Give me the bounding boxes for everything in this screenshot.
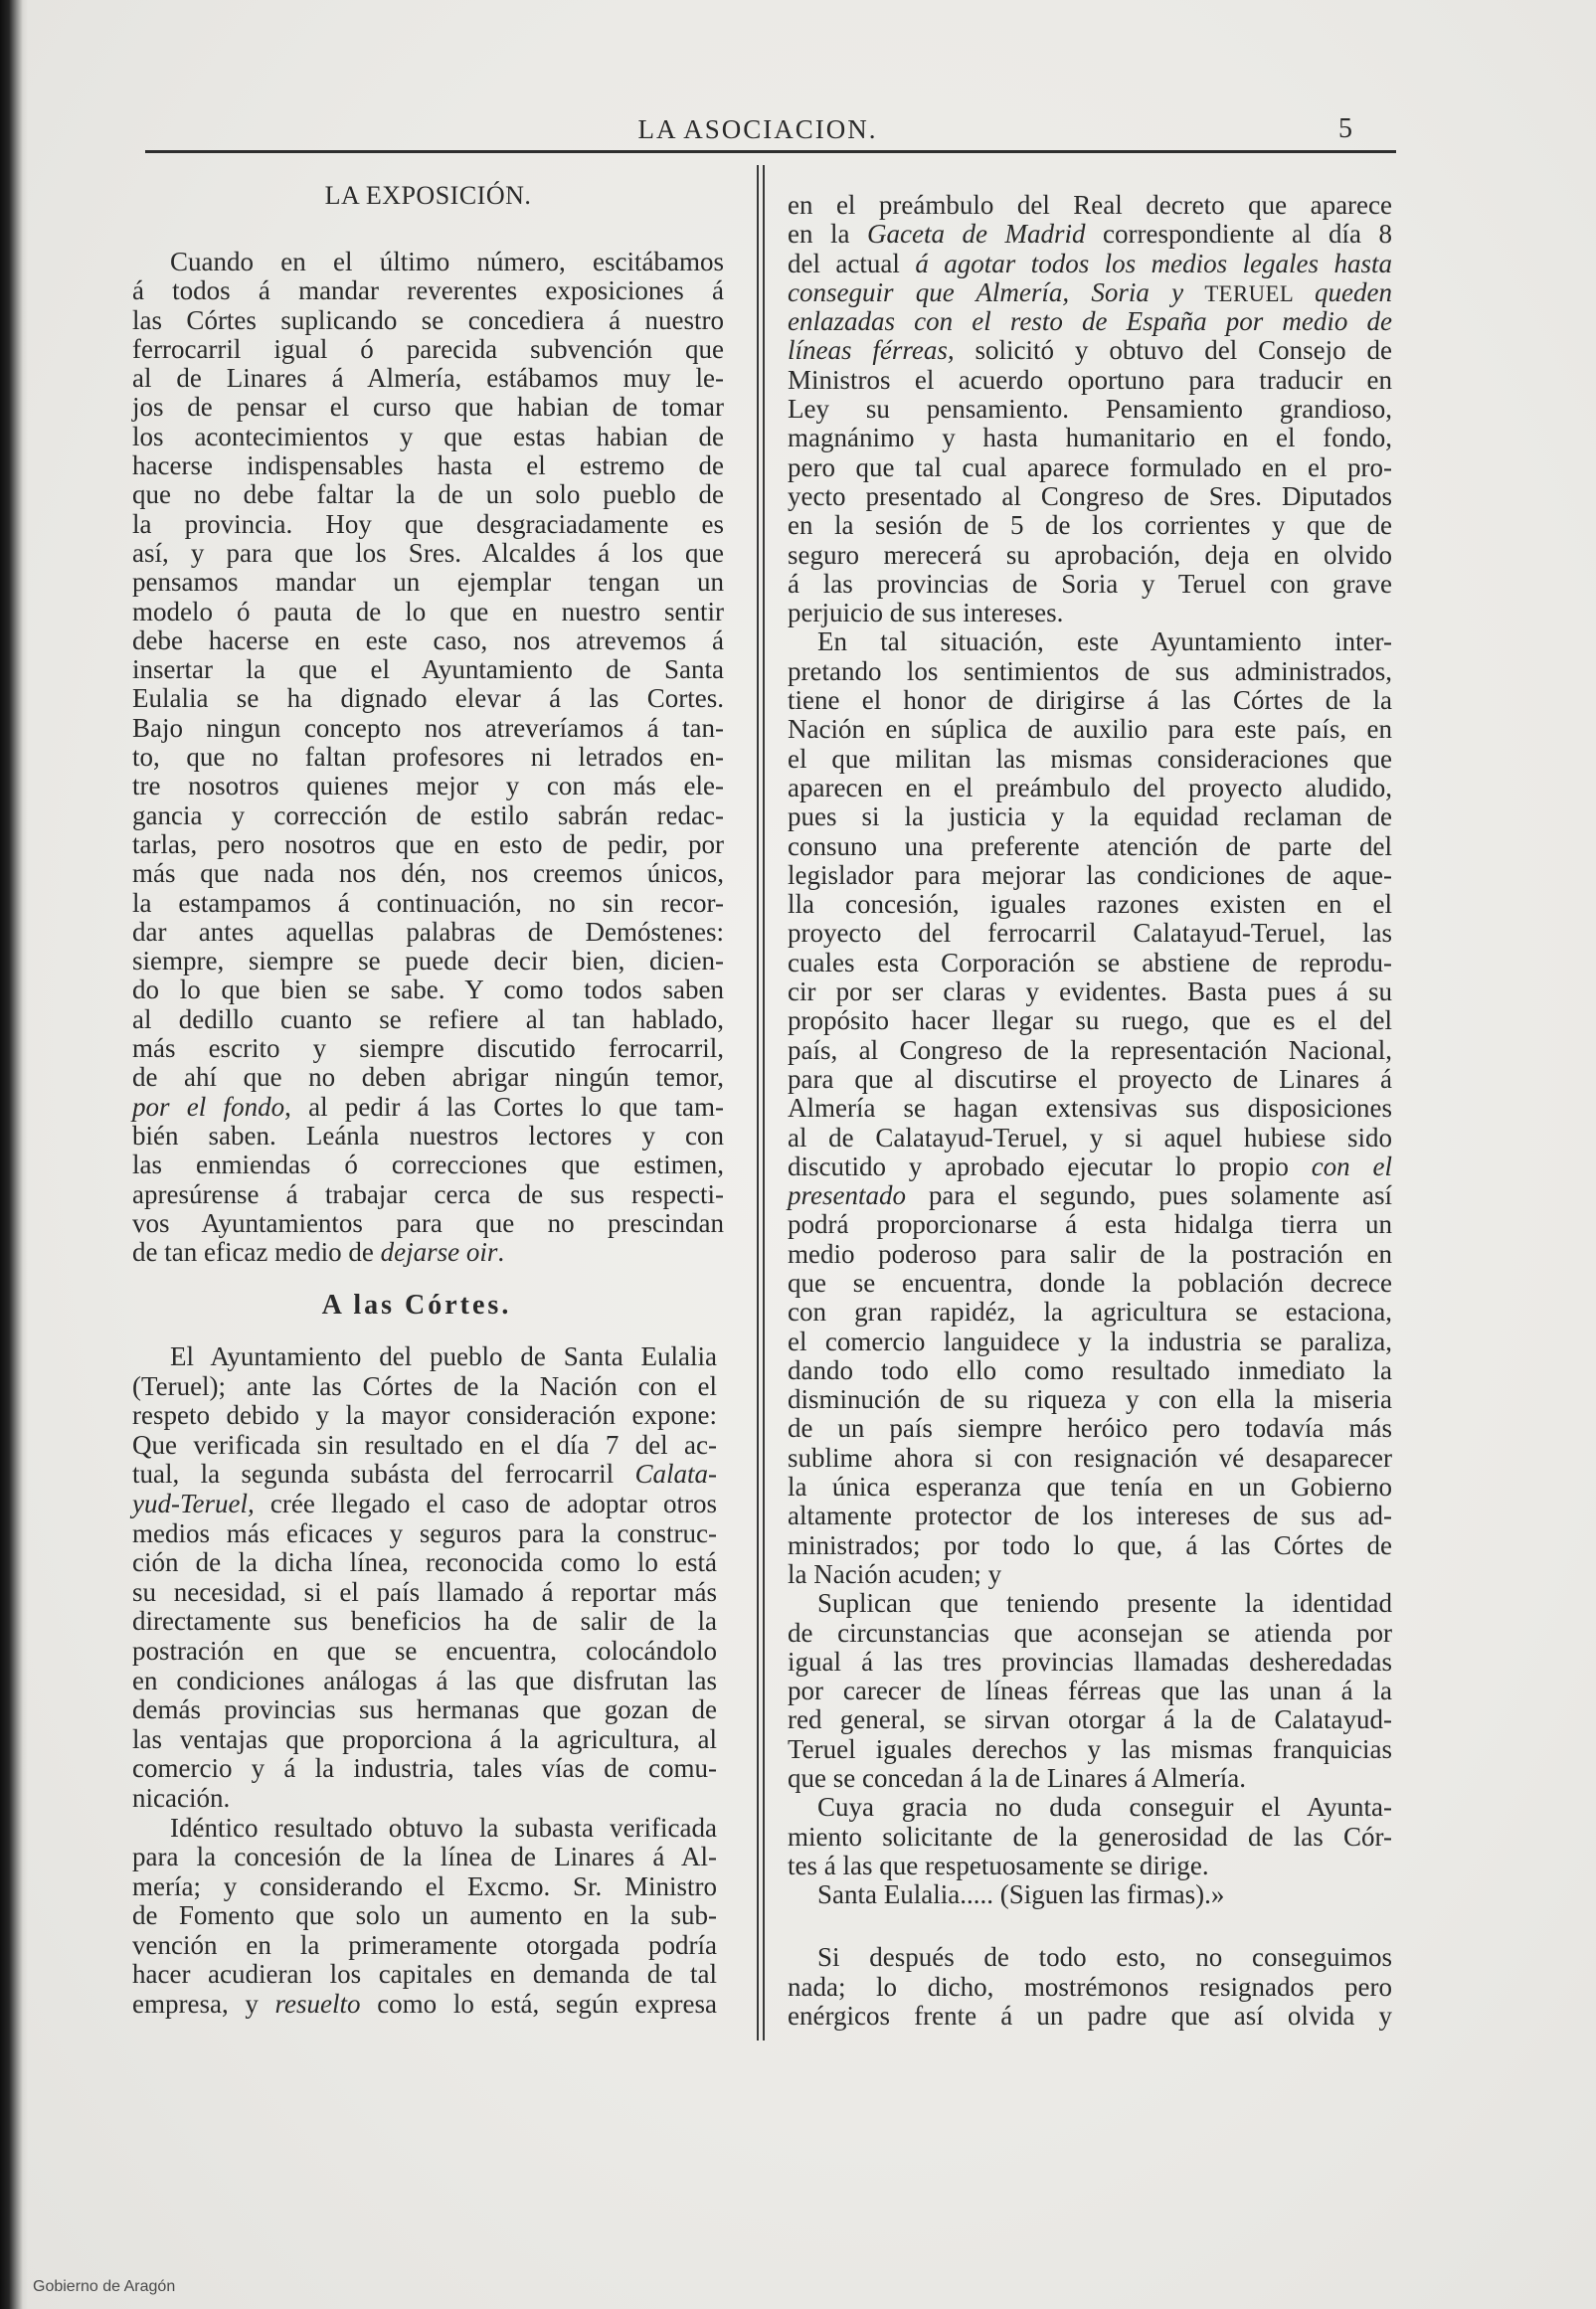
text-line <box>132 1490 717 1519</box>
archive-watermark: Gobierno de Aragón <box>33 2278 176 2295</box>
text-line: dando todo ello como resultado inmediato la <box>788 1354 1392 1385</box>
closing-paragraph <box>788 1943 1392 2032</box>
italic-text: yud-Teruel, <box>132 1488 255 1518</box>
text-line: las enmiendas ó correcciones que estimen, <box>132 1150 724 1180</box>
text-line <box>788 307 1392 336</box>
text-line: las ventajas que proporciona á la agricultura, al <box>132 1723 717 1754</box>
text-line: disminución de su riqueza y con ella la miseria <box>788 1384 1392 1415</box>
text-line: tes á las que respetuosamente se dirige. <box>788 1850 1209 1880</box>
text-line: el comercio languidece y la industria se paraliza, <box>788 1326 1392 1356</box>
text-line: comercio y á la industria, tales vías de comu- <box>132 1753 717 1784</box>
text-line: Cuya gracia no duda conseguir el Ayunta- <box>817 1792 1392 1823</box>
text-line: por carecer de líneas férreas que las unan á la <box>788 1676 1392 1706</box>
text-line: que no debe faltar la de un solo pueblo de <box>132 479 724 510</box>
text-line: perjuicio de sus intereses. <box>788 598 1064 628</box>
text-line: cir por ser claras y evidentes. Basta pues á su <box>788 977 1392 1007</box>
text-line: debe hacerse en este caso, nos atrevemos á <box>132 624 724 655</box>
text-line: do lo que bien se sabe. Y como todos saben <box>132 975 724 1005</box>
roman-text: crée llegado el caso de adoptar otros <box>254 1488 717 1518</box>
header-rule <box>145 150 1396 153</box>
petition-heading: A las Córtes. <box>321 1290 512 1321</box>
text-line: Cuando en el último número, escitábamos <box>170 247 724 276</box>
text-line: á las provincias de Soria y Teruel con grave <box>788 568 1392 599</box>
italic-text: resuelto <box>274 1989 361 2020</box>
page-number: 5 <box>1338 113 1352 144</box>
text-line: Nación en súplica de auxilio para este país, en <box>788 714 1392 745</box>
text-line: jos de pensar el curso que habian de tomar <box>132 392 724 423</box>
text-line: país, al Congreso de la representación Nacional, <box>788 1034 1392 1065</box>
italic-text: á agotar todos los medios legales hasta <box>915 248 1392 278</box>
text-line <box>788 278 1392 307</box>
text-line: siempre, siempre se puede decir bien, dicien- <box>132 946 724 977</box>
text-line: de ahí que no deben abrigar ningún temor, <box>132 1062 724 1093</box>
roman-text: , al pedir á las Cortes lo que tam- <box>284 1091 724 1122</box>
text-line <box>132 1990 717 2020</box>
italic-text: presentado <box>788 1180 906 1211</box>
text-line: para que al discutirse el proyecto de Linares á <box>788 1063 1392 1094</box>
text-line: que se encuentra, donde la población decrece <box>788 1267 1392 1298</box>
text-line: to, que no faltan profesores ni letrados en- <box>132 742 724 773</box>
text-line: medio poderoso para salir de la postración en <box>788 1238 1392 1269</box>
text-line: las Córtes suplicando se concediera á nuestro <box>132 304 724 335</box>
text-line: En tal situación, este Ayuntamiento inter- <box>817 626 1392 657</box>
text-line: hacerse indispensables hasta el estremo de <box>132 450 724 481</box>
text-line: sublime ahora si con resignación vé desaparecer <box>788 1442 1392 1473</box>
text-line: Almería se hagan extensivas sus disposiciones <box>788 1093 1392 1124</box>
roman-text: . <box>497 1237 505 1268</box>
text-line: Santa Eulalia..... (Siguen las firmas).» <box>817 1879 1225 1910</box>
text-line: vos Ayuntamientos para que no prescindan <box>132 1207 724 1238</box>
text-line: hacer acudieran los capitales en demanda de tal <box>132 1959 717 1990</box>
text-line: en el preámbulo del Real decreto que aparece <box>788 190 1392 220</box>
text-line: al de Linares á Almería, estábamos muy le- <box>132 363 724 394</box>
text-line: al dedillo cuanto se refiere al tan hablado, <box>132 1003 724 1034</box>
text-line: altamente protector de los intereses de sus ad- <box>788 1501 1392 1531</box>
text-line: modelo ó pauta de lo que en nuestro sentir <box>132 596 724 626</box>
text-line: Eulalia se ha dignado elevar á las Cortes. <box>132 683 724 714</box>
text-line: de circunstancias que aconsejan se atienda por <box>788 1617 1392 1648</box>
text-line <box>132 1460 717 1490</box>
petition-text-left-column <box>132 1342 717 2020</box>
text-line: gancia y corrección de estilo sabrán redac- <box>132 799 724 830</box>
roman-text: solicitó y obtuvo del Consejo de <box>954 335 1392 366</box>
text-line: El Ayuntamiento del pueblo de Santa Eulalia <box>170 1341 717 1371</box>
text-line: cuales esta Corporación se abstiene de reprodu- <box>788 947 1392 977</box>
text-line: Teruel iguales derechos y las mismas franquicias <box>788 1733 1392 1764</box>
italic-text: dejarse oir <box>380 1237 498 1268</box>
text-line: mería; y considerando el Excmo. Sr. Ministro <box>132 1870 717 1901</box>
text-line: ción de la dicha línea, reconocida como lo está <box>132 1547 717 1578</box>
text-line: insertar la que el Ayuntamiento de Santa <box>132 654 724 685</box>
text-line: nicación. <box>132 1782 231 1813</box>
text-line: la estampamos á continuación, no sin recor- <box>132 887 724 918</box>
text-line: yecto presentado al Congreso de Sres. Diputados <box>788 480 1392 511</box>
text-line: nada; lo dicho, mostrémonos resignados pero <box>788 1971 1392 2002</box>
text-line: pensamos mandar un ejemplar tengan un <box>132 567 724 598</box>
text-line: proyecto del ferrocarril Calatayud-Teruel, las <box>788 918 1392 949</box>
italic-text: queden <box>1315 276 1392 307</box>
text-line: seguro merecerá su aprobación, deja en olvido <box>788 539 1392 570</box>
text-line: Ley su pensamiento. Pensamiento grandioso, <box>788 394 1392 425</box>
text-line <box>788 250 1392 278</box>
text-line: propósito hacer llegar su ruego, que es el del <box>788 1005 1392 1036</box>
text-line: en la sesión de 5 de los corrientes y que de <box>788 510 1392 541</box>
roman-text: empresa, y <box>132 1989 275 2020</box>
roman-text: del actual <box>788 248 916 278</box>
text-line <box>132 1238 724 1267</box>
text-line: demás provincias sus hermanas que gozan de <box>132 1694 717 1725</box>
text-line: más escrito y siempre discutido ferrocarril, <box>132 1033 724 1064</box>
text-line <box>788 220 1392 249</box>
text-line: consuno una preferente atención de parte del <box>788 830 1392 861</box>
roman-text: tual, la segunda subásta del ferrocarril <box>132 1459 635 1490</box>
roman-text: discutido y aprobado ejecutar lo propio <box>788 1151 1312 1181</box>
text-line: tarlas, pero nosotros que en esto de pedir, por <box>132 828 724 859</box>
text-line: directamente sus beneficios ha de salir de la <box>132 1606 717 1637</box>
text-line: Que verificada sin resultado en el día 7 del ac- <box>132 1429 717 1460</box>
text-line: magnánimo y hasta humanitario en el fondo, <box>788 423 1392 453</box>
italic-text: con el <box>1311 1151 1392 1181</box>
column-divider-right-line <box>763 165 765 2041</box>
running-header-title: LA ASOCIACION. <box>637 114 878 144</box>
text-line: bién saben. Leánla nuestros lectores y con <box>132 1120 724 1151</box>
text-line: vención en la primeramente otorgada podría <box>132 1929 717 1960</box>
text-line: (Teruel); ante las Córtes de la Nación con el <box>132 1370 717 1401</box>
article-intro-text <box>132 248 724 1267</box>
text-line: la provincia. Hoy que desgraciadamente es <box>132 508 724 539</box>
text-line: ministrados; por todo lo que, á las Córtes de <box>788 1529 1392 1560</box>
italic-text: conseguir que Almería, Soria y <box>788 276 1184 307</box>
text-line: ferrocarril igual ó parecida subvención que <box>132 333 724 364</box>
text-line: apresúrense á trabajar cerca de sus respecti- <box>132 1178 724 1209</box>
text-line: igual á las tres provincias llamadas desheredadas <box>788 1646 1392 1677</box>
text-line: podrá proporcionarse á esta hidalga tierra un <box>788 1209 1392 1240</box>
text-line: la única esperanza que tenía en un Gobierno <box>788 1472 1392 1503</box>
roman-text: de tan eficaz medio de <box>132 1237 381 1268</box>
text-line: así, y para que los Sres. Alcaldes á los que <box>132 537 724 568</box>
text-line: con gran rapidéz, la agricultura se estaciona, <box>788 1297 1392 1328</box>
roman-text: como lo está, según expresa <box>360 1989 718 2020</box>
text-line: respeto debido y la mayor consideración expone: <box>132 1400 717 1431</box>
text-line: enérgicos frente á un padre que así olvida y <box>788 2001 1392 2031</box>
text-line: tre nosotros quienes mejor y con más ele- <box>132 771 724 801</box>
text-line: su necesidad, si el país llamado á reportar más <box>132 1576 717 1607</box>
text-line <box>132 1093 724 1122</box>
text-line <box>788 1181 1392 1210</box>
text-line: legislador para mejorar las condiciones de aque- <box>788 859 1392 890</box>
text-line: Idéntico resultado obtuvo la subasta verificada <box>170 1812 717 1843</box>
italic-text: líneas férreas, <box>788 335 955 366</box>
text-line: Suplican que teniendo presente la identidad <box>817 1588 1392 1619</box>
text-line: pero que tal cual aparece formulado en el pro- <box>788 451 1392 482</box>
text-line: el que militan las mismas consideraciones que <box>788 743 1392 774</box>
italic-text: Gaceta de Madrid <box>867 219 1086 250</box>
text-line: Ministros el acuerdo oportuno para traducir en <box>788 364 1392 395</box>
text-line: dar antes aquellas palabras de Demóstenes: <box>132 916 724 947</box>
italic-text: Calata- <box>634 1459 717 1490</box>
text-line: Bajo ningun concepto nos atreveríamos á tan- <box>132 712 724 743</box>
text-line <box>788 1153 1392 1181</box>
text-line: pretando los sentimientos de sus administrados, <box>788 655 1392 686</box>
text-line: más que nada nos dén, nos creemos únicos, <box>132 858 724 889</box>
text-line: á todos á mandar reverentes exposiciones á <box>132 275 724 306</box>
text-line: la Nación acuden; y <box>788 1558 1002 1589</box>
text-line: al de Calatayud-Teruel, y si aquel hubiese sido <box>788 1122 1392 1153</box>
text-line: de Fomento que solo un aumento en la sub- <box>132 1900 717 1931</box>
roman-text: correspondiente al día 8 <box>1085 219 1392 250</box>
text-line: red general, se sirvan otorgar á la de Calatayud- <box>788 1704 1392 1735</box>
roman-text: en la <box>788 219 868 250</box>
italic-text: enlazadas con el resto de España por medio de <box>788 306 1392 337</box>
text-line <box>788 336 1392 365</box>
text-line: los acontecimientos y que estas habian de <box>132 421 724 451</box>
column-divider-left-line <box>757 165 759 2041</box>
text-line: medios más eficaces y seguros para la construc- <box>132 1517 717 1548</box>
text-line: para la concesión de la línea de Linares á Al- <box>132 1842 717 1872</box>
scan-binding-edge <box>0 0 28 2309</box>
text-line: lla concesión, iguales razones existen en el <box>788 889 1392 920</box>
text-line: de un país siempre heróico pero todavía más <box>788 1413 1392 1444</box>
petition-text-right-column <box>788 191 1392 1910</box>
article-title: LA EXPOSICIÓN. <box>324 181 532 210</box>
text-line: tiene el honor de dirigirse á las Córtes de la <box>788 685 1392 716</box>
text-line: postración en que se encuentra, colocándolo <box>132 1635 717 1666</box>
roman-text: TERUEL <box>1183 280 1316 306</box>
text-line: pues si la justicia y la equidad reclaman de <box>788 801 1392 832</box>
text-line: miento solicitante de la generosidad de las Cór- <box>788 1821 1392 1852</box>
text-line: en condiciones análogas á las que disfrutan las <box>132 1665 717 1695</box>
roman-text: para el segundo, pues solamente así <box>905 1180 1392 1211</box>
text-line: que se concedan á la de Linares á Almería. <box>788 1763 1247 1794</box>
text-line: aparecen en el preámbulo del proyecto aludido, <box>788 772 1392 802</box>
text-line: Si después de todo esto, no conseguimos <box>817 1942 1392 1972</box>
italic-text: por el fondo <box>132 1091 285 1122</box>
